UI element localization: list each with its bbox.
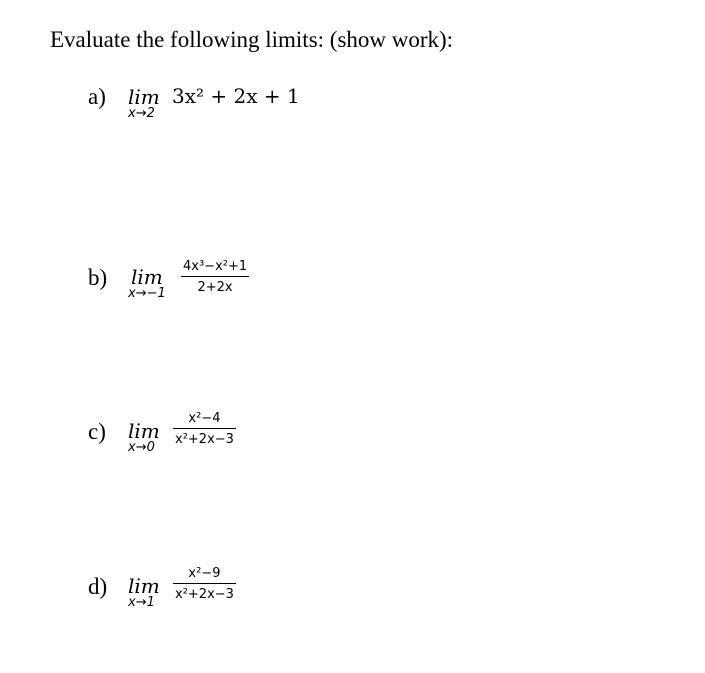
limit-fraction bbox=[173, 411, 236, 447]
fraction-numerator: 4x³−x²+1 bbox=[183, 259, 248, 274]
limit-operator: lim bbox=[128, 574, 160, 598]
limit-operator: lim bbox=[128, 419, 160, 443]
limit-expression: 3x² + 2x + 1 bbox=[172, 84, 300, 108]
problem-label: d) bbox=[88, 574, 108, 599]
problem-label: b) bbox=[88, 265, 108, 290]
limit-approach: x→0 bbox=[128, 440, 155, 455]
limit-approach: x→1 bbox=[128, 595, 155, 610]
fraction-numerator: x²−4 bbox=[188, 411, 221, 426]
fraction-denominator: 2+2x bbox=[197, 280, 233, 295]
limit-operator: lim bbox=[131, 265, 163, 289]
problem-label: c) bbox=[88, 419, 106, 444]
limit-approach: x→−1 bbox=[128, 286, 166, 301]
problem-label: a) bbox=[88, 84, 106, 109]
page-heading: Evaluate the following limits: (show work): bbox=[50, 27, 454, 52]
limit-fraction bbox=[181, 259, 249, 295]
limit-approach: x→2 bbox=[128, 106, 155, 121]
limit-operator: lim bbox=[128, 85, 160, 109]
limit-fraction bbox=[173, 566, 236, 602]
fraction-denominator: x²+2x−3 bbox=[175, 432, 234, 447]
fraction-numerator: x²−9 bbox=[188, 566, 221, 581]
fraction-denominator: x²+2x−3 bbox=[175, 587, 234, 602]
